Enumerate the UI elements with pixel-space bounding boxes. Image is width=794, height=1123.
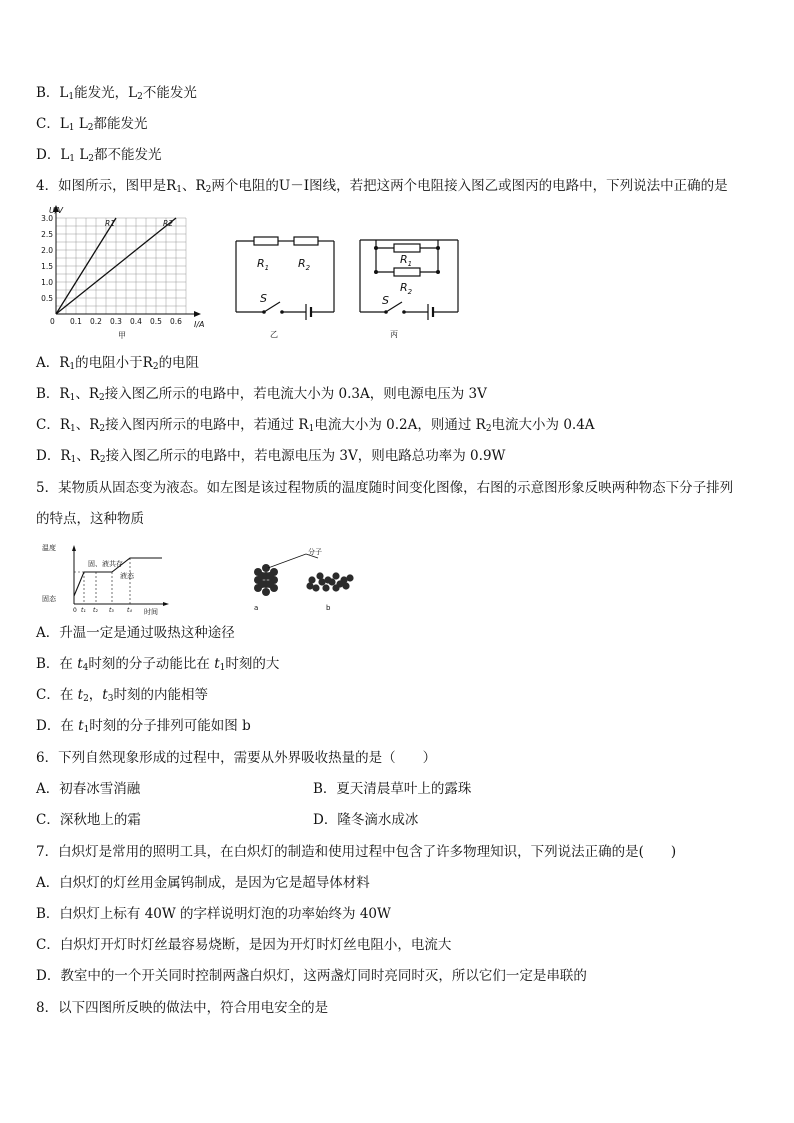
q5-option-b: B．在 $t_4$时刻的分子动能比在 $t_1$时刻的大 [36,656,280,673]
molecule [266,580,274,588]
x-tick-label: 0.5 [150,317,162,326]
svg-text:0: 0 [73,607,77,614]
y-tick-label: 1.0 [41,278,53,287]
x-tick-label: 0.2 [90,317,102,326]
switch-label: S [260,292,267,305]
switch-label: S [382,294,389,307]
molecule [322,584,329,591]
q6-option-a: A．初春冰雪消融 [36,781,141,797]
svg-text:固、液共存: 固、液共存 [88,560,123,568]
graph-caption: 甲 [118,331,126,340]
q5-stem-line1: 5．某物质从固态变为液态。如左图是该过程物质的温度随时间变化图像，右图的示意图形象反映两种物态下分子排列 [36,480,734,496]
r2-line-label: R2 [163,219,173,228]
molecule [266,572,274,580]
q7-option-c: C．白炽灯开灯时灯丝最容易烧断，是因为开灯时灯丝电阻小，电流大 [36,937,452,953]
x-tick-label: 0.6 [170,317,182,326]
svg-text:R2: $R_2$ [298,257,311,272]
origin-label: 0 [50,317,55,326]
x-axis-label: I/A [194,320,205,329]
x-tick-label: 0.4 [130,317,142,326]
r1-label: R [257,257,265,270]
q4-stem: 4．如图所示，图甲是$R_1$、$R_2$两个电阻的U－I图线，若把这两个电阻接入图乙或图丙的电路中，下列说法中正确的是 [36,178,728,195]
x-tick-label: 0.3 [110,317,122,326]
svg-text:R1: $R_1$ [257,257,270,272]
q7-option-b: B．白炽灯上标有 40W 的字样说明灯泡的功率始终为 40W [36,906,391,922]
y-tick-label: 2.5 [41,230,53,239]
x-axis-arrow [194,311,201,317]
molecule [336,580,343,587]
r2-label: R [298,257,306,270]
molecule [328,578,335,585]
q4-option-d: D．$R_1$、$R_2$接入图乙所示的电路中，若电源电压为 3V，则电路总功率为 0.9W [36,448,506,465]
y-tick-label: 0.5 [41,294,53,303]
resistor-r2 [394,268,420,276]
svg-text:t₃: t₃ [109,607,114,614]
q6-option-b: B．夏天清晨草叶上的露珠 [313,781,472,797]
molecule [318,578,325,585]
y-tick-label: 3.0 [41,214,53,223]
molecule [258,572,266,580]
q4-option-b: B．$R_1$、$R_2$接入图乙所示的电路中，若电流大小为 0.3A，则电源电压为 3V [36,386,487,403]
molecule [346,574,353,581]
y-axis-label: U/V [49,206,64,215]
svg-text:b: b [326,604,331,612]
molecules-a [254,564,278,596]
q3-option-b: B．$L_1$能发光，$L_2$不能发光 [36,85,197,102]
r1-label: R [400,253,408,266]
q6-option-c: C．深秋地上的霜 [36,812,141,828]
q5-option-a: A．升温一定是通过吸热这种途径 [36,625,235,641]
y-tick-label: 1.5 [41,262,53,271]
molecule [306,582,313,589]
svg-text:R2: $R_2$ [400,281,413,296]
svg-text:分子: 分子 [308,548,322,556]
molecule [332,572,339,579]
resistor-r1 [254,237,278,245]
circuit-series [228,230,342,342]
svg-text:时间: 时间 [144,608,158,616]
svg-text:固态: 固态 [42,595,56,603]
resistor-r1 [394,244,420,252]
q5-option-c: C．在 $t_2$，$t_3$时刻的内能相等 [36,687,208,704]
circuit-caption: 丙 [390,330,398,339]
r2-label: R [400,281,408,294]
molecules-b [306,572,353,591]
y-tick-label: 2.0 [41,246,53,255]
svg-text:液态: 液态 [120,572,134,580]
graph-grid [56,218,186,314]
q7-stem: 7．白炽灯是常用的照明工具，在白炽灯的制造和使用过程中包含了许多物理知识，下列说法正确的是( ) [36,844,677,860]
q6-stem: 6．下列自然现象形成的过程中，需要从外界吸收热量的是（ ） [36,750,437,766]
q4-option-c: C．$R_1$、$R_2$接入图丙所示的电路中，若通过 $R_1$电流大小为 0.2A，则通过 $R_2$电流大小为 0.4A [36,417,595,434]
x-tick-label: 0.1 [70,317,82,326]
molecule [258,580,266,588]
resistor-r2 [294,237,318,245]
r1-line-label: R1 [105,219,115,228]
svg-text:温度: 温度 [42,544,56,552]
q4-option-a: A．$R_1$的电阻小于$R_2$的电阻 [36,355,200,372]
molecule-diagram [240,546,360,616]
q3-option-d: D．$L_1$ $L_2$都不能发光 [36,147,162,164]
circuit-parallel [354,228,468,342]
svg-text:t₂: t₂ [93,607,98,614]
ui-graph [36,202,216,340]
svg-text:t₄: t₄ [127,607,132,614]
q8-stem: 8．以下四图所反映的做法中，符合用电安全的是 [36,1000,329,1016]
q7-option-a: A．白炽灯的灯丝用金属钨制成，是因为它是超导体材料 [36,875,370,891]
q5-option-d: D．在 $t_1$时刻的分子排列可能如图 b [36,718,251,735]
molecule [262,588,270,596]
q7-option-d: D．教室中的一个开关同时控制两盏白炽灯，这两盏灯同时亮同时灭，所以它们一定是串联的 [36,968,587,984]
q6-option-d: D．隆冬滴水成冰 [313,812,419,828]
circuit-caption: 乙 [270,330,278,339]
temperature-time-graph [40,542,172,616]
svg-text:R1: $R_1$ [400,253,413,268]
svg-text:a: a [254,604,259,612]
svg-text:t₁: t₁ [81,607,86,614]
q5-stem-line2: 的特点，这种物质 [36,511,144,527]
q3-option-c: C．$L_1$ $L_2$都能发光 [36,116,148,133]
